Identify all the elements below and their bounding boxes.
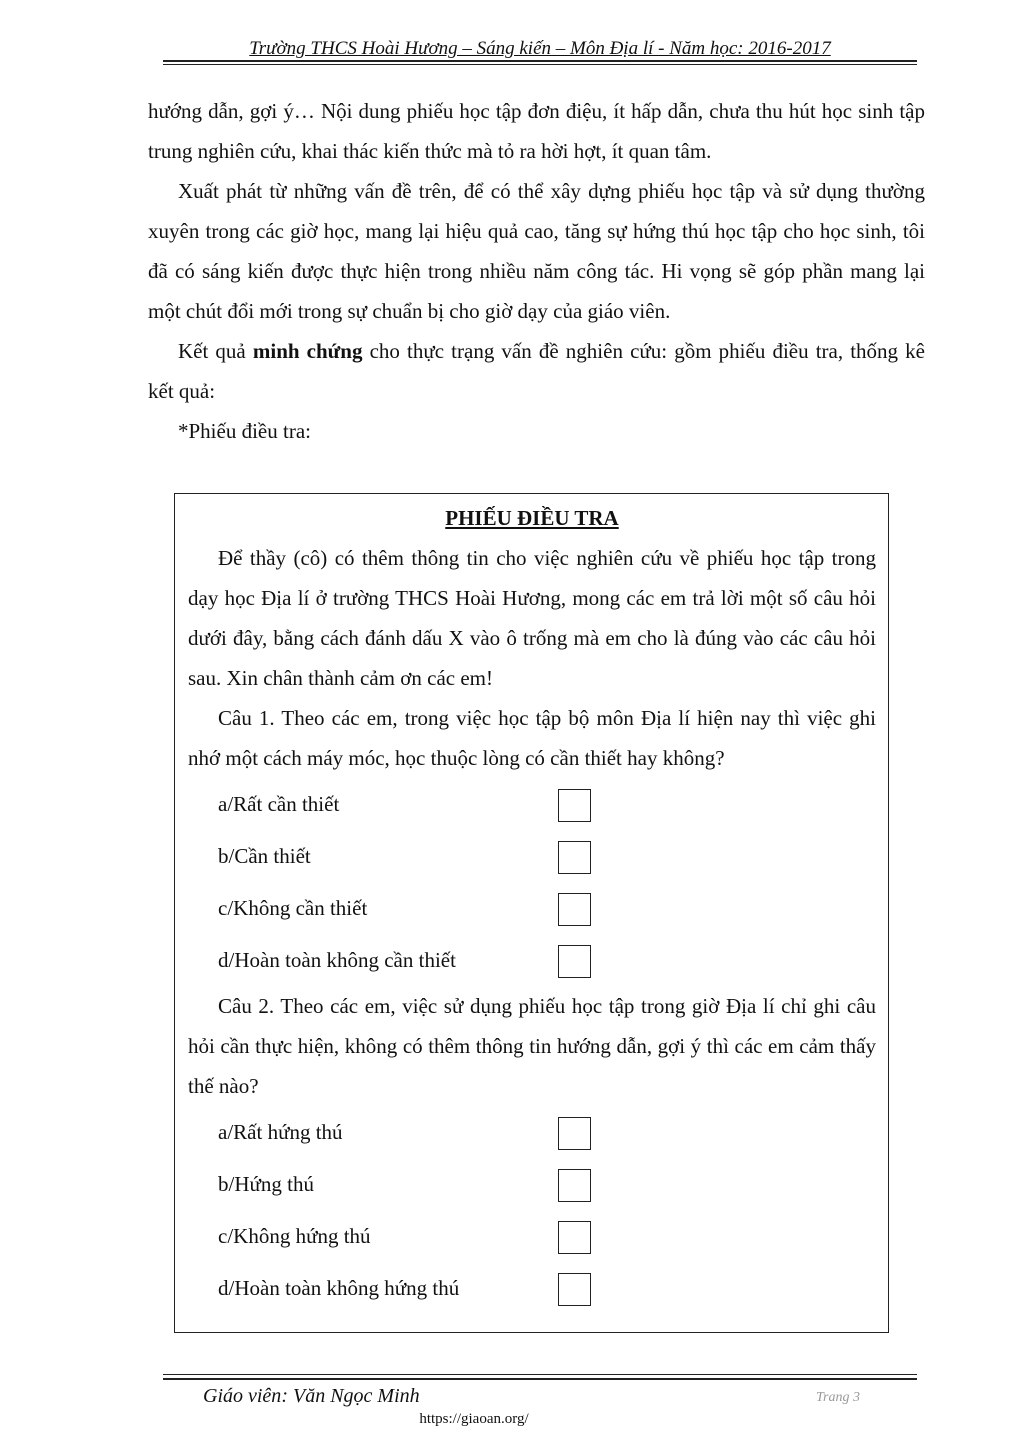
option-label: b/Cần thiết (218, 844, 311, 868)
paragraph-2: Xuất phát từ những vấn đề trên, để có thể xây dựng phiếu học tập và sử dụng thường xuyên trong các giờ học, mang lại hiệu quả cao, tăng sự hứng thú học tập cho học sinh, tôi đã có sáng kiến được thực hiện trong nhiều năm công tác. Hi vọng sẽ góp phần mang lại một chút đổi mới trong sự chuẩn bị cho giờ dạy của giáo viên. (148, 179, 925, 323)
q1-checkbox-b[interactable] (558, 841, 591, 874)
document-body (148, 91, 925, 451)
option-label: b/Hứng thú (218, 1172, 314, 1196)
question-2: Câu 2. Theo các em, việc sử dụng phiếu học tập trong giờ Địa lí chỉ ghi câu hỏi cần thực hiện, không có thêm thông tin hướng dẫn, gợi ý thì các em cảm thấy thế nào? (188, 994, 876, 1098)
q1-option-a (188, 778, 876, 830)
page-header (163, 38, 917, 60)
q1-option-b (188, 830, 876, 882)
footer-rule-thick (163, 1378, 917, 1380)
paragraph-3 (148, 331, 925, 411)
header-rule-thin (163, 64, 917, 65)
paragraph-3-prefix: Kết quả (178, 339, 253, 363)
header-title: Trường THCS Hoài Hương – Sáng kiến – Môn Địa lí - Năm học: 2016-2017 (249, 38, 831, 59)
q1-checkbox-c[interactable] (558, 893, 591, 926)
footer-teacher (203, 1385, 420, 1408)
option-label: c/Không cần thiết (218, 896, 368, 920)
q2-option-a (188, 1106, 876, 1158)
q1-checkbox-a[interactable] (558, 789, 591, 822)
q2-checkbox-a[interactable] (558, 1117, 591, 1150)
footer-rule-thin (163, 1374, 917, 1375)
paragraph-1: hướng dẫn, gợi ý… Nội dung phiếu học tập đơn điệu, ít hấp dẫn, chưa thu hút học sinh tập trung nghiên cứu, khai thác kiến thức mà tỏ ra hời hợt, ít quan tâm. (148, 99, 925, 163)
option-label: c/Không hứng thú (218, 1224, 371, 1248)
paragraph-3-suffix: cho thực trạng vấn đề nghiên cứu: gồm phiếu điều tra, thống kê kết quả: (148, 339, 925, 403)
survey-title: PHIẾU ĐIỀU TRA (445, 506, 619, 530)
q2-checkbox-c[interactable] (558, 1221, 591, 1254)
teacher-label: Giáo viên (203, 1385, 282, 1407)
paragraph-3-bold: minh chứng (252, 339, 363, 363)
q2-checkbox-b[interactable] (558, 1169, 591, 1202)
q1-option-c (188, 882, 876, 934)
header-rule-thick (163, 60, 917, 62)
option-label: a/Rất hứng thú (218, 1120, 343, 1144)
option-label: d/Hoàn toàn không cần thiết (218, 948, 456, 972)
option-label: a/Rất cần thiết (218, 792, 340, 816)
teacher-name: : Văn Ngọc Minh (281, 1385, 420, 1407)
q2-option-d (188, 1262, 876, 1314)
question-1: Câu 1. Theo các em, trong việc học tập bộ môn Địa lí hiện nay thì việc ghi nhớ một cách máy móc, học thuộc lòng có cần thiết hay không? (188, 706, 876, 770)
q1-option-d (188, 934, 876, 986)
survey-content (188, 498, 876, 1314)
paragraph-4: *Phiếu điều tra: (178, 419, 311, 443)
q2-option-b (188, 1158, 876, 1210)
footer-page-number: Trang 3 (816, 1390, 860, 1405)
q2-checkbox-d[interactable] (558, 1273, 591, 1306)
q2-option-c (188, 1210, 876, 1262)
q1-checkbox-d[interactable] (558, 945, 591, 978)
survey-intro: Để thầy (cô) có thêm thông tin cho việc nghiên cứu về phiếu học tập trong dạy học Địa lí ở trường THCS Hoài Hương, mong các em trả lời một số câu hỏi dưới đây, bằng cách đánh dấu X vào ô trống mà em cho là đúng vào các câu hỏi sau. Xin chân thành cảm ơn các em! (188, 546, 876, 690)
footer-url[interactable]: https://giaoan.org/ (419, 1411, 529, 1427)
option-label: d/Hoàn toàn không hứng thú (218, 1276, 460, 1300)
survey-box (174, 493, 889, 1333)
